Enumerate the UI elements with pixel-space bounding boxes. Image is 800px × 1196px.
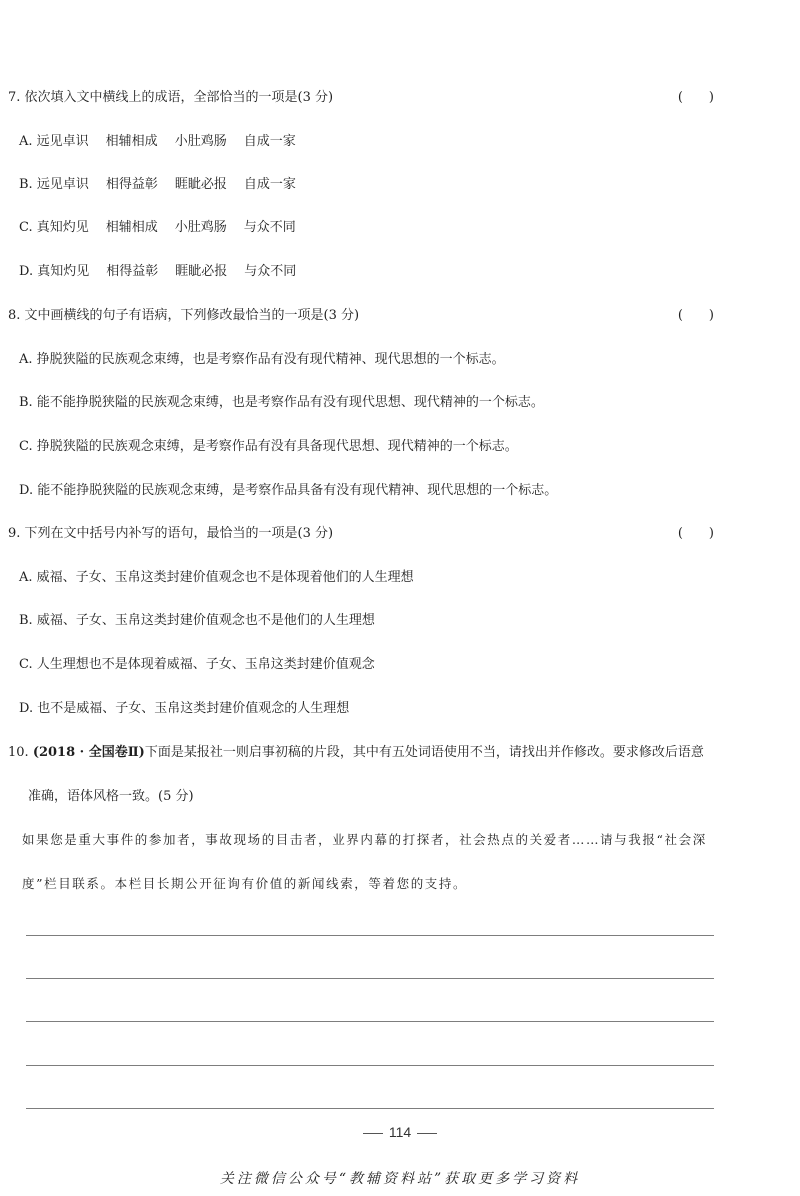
- answer-bracket-7: ( ): [677, 90, 714, 105]
- answer-bracket-8: ( ): [677, 308, 714, 323]
- question-7-option-d[interactable]: D. 真知灼见 相得益彰 睚眦必报 与众不同: [19, 264, 297, 279]
- question-10-stem: [8, 745, 704, 761]
- answer-line-5[interactable]: [26, 1108, 714, 1109]
- question-7-option-b[interactable]: B. 远见卓识 相得益彰 睚眦必报 自成一家: [19, 177, 296, 192]
- question-10-stem-text: 下面是某报社一则启事初稿的片段，其中有五处词语使用不当，请找出并作修改。要求修改后语意: [144, 745, 704, 760]
- question-8-stem: 8. 文中画横线的句子有语病，下列修改最恰当的一项是(3 分): [8, 308, 360, 323]
- question-8-option-b[interactable]: B. 能不能挣脱狭隘的民族观念束缚，也是考察作品有没有现代思想、现代精神的一个标志。: [19, 395, 544, 410]
- question-8-option-d[interactable]: D. 能不能挣脱狭隘的民族观念束缚，是考察作品具备有没有现代精神、现代思想的一个标志。: [19, 483, 558, 498]
- answer-line-4[interactable]: [26, 1065, 714, 1066]
- page-number-text: 114: [388, 1124, 412, 1140]
- answer-line-3[interactable]: [26, 1021, 714, 1022]
- answer-line-2[interactable]: [26, 978, 714, 979]
- question-7-option-a[interactable]: A. 远见卓识 相辅相成 小肚鸡肠 自成一家: [19, 134, 296, 149]
- question-9-option-d[interactable]: D. 也不是威福、子女、玉帛这类封建价值观念的人生理想: [19, 701, 350, 716]
- question-10-number: 10.: [8, 745, 33, 760]
- answer-line-1[interactable]: [26, 935, 714, 936]
- question-8-option-a[interactable]: A. 挣脱狭隘的民族观念束缚，也是考察作品有没有现代精神、现代思想的一个标志。: [19, 352, 505, 367]
- answer-bracket-9: ( ): [677, 526, 714, 541]
- question-9-option-c[interactable]: C. 人生理想也不是体现着威福、子女、玉帛这类封建价值观念: [19, 657, 375, 672]
- footer-promo-text: 关注微信公众号“教辅资料站”获取更多学习资料: [219, 1171, 581, 1187]
- page-number: [0, 1124, 800, 1140]
- passage-line-2: 度”栏目联系。本栏目长期公开征询有价值的新闻线索，等着您的支持。: [22, 876, 468, 891]
- question-9-stem: 9. 下列在文中括号内补写的语句，最恰当的一项是(3 分): [8, 526, 334, 541]
- question-10-stem-continued: 准确，语体风格一致。(5 分): [28, 789, 194, 804]
- question-9-option-b[interactable]: B. 威福、子女、玉帛这类封建价值观念也不是他们的人生理想: [19, 613, 375, 628]
- passage-line-1: 如果您是重大事件的参加者，事故现场的目击者，业界内幕的打探者，社会热点的关爱者……请与我报“社会深: [22, 832, 707, 847]
- page-number-dash-left: [363, 1133, 383, 1134]
- question-9-option-a[interactable]: A. 威福、子女、玉帛这类封建价值观念也不是体现着他们的人生理想: [19, 570, 414, 585]
- question-7-option-c[interactable]: C. 真知灼见 相辅相成 小肚鸡肠 与众不同: [19, 220, 296, 235]
- page-number-dash-right: [417, 1133, 437, 1134]
- question-7-stem: 7. 依次填入文中横线上的成语，全部恰当的一项是(3 分): [8, 90, 334, 105]
- question-8-option-c[interactable]: C. 挣脱狭隘的民族观念束缚，是考察作品有没有具备现代思想、现代精神的一个标志。: [19, 439, 518, 454]
- question-10-source: (2018 · 全国卷Ⅱ): [32, 745, 145, 760]
